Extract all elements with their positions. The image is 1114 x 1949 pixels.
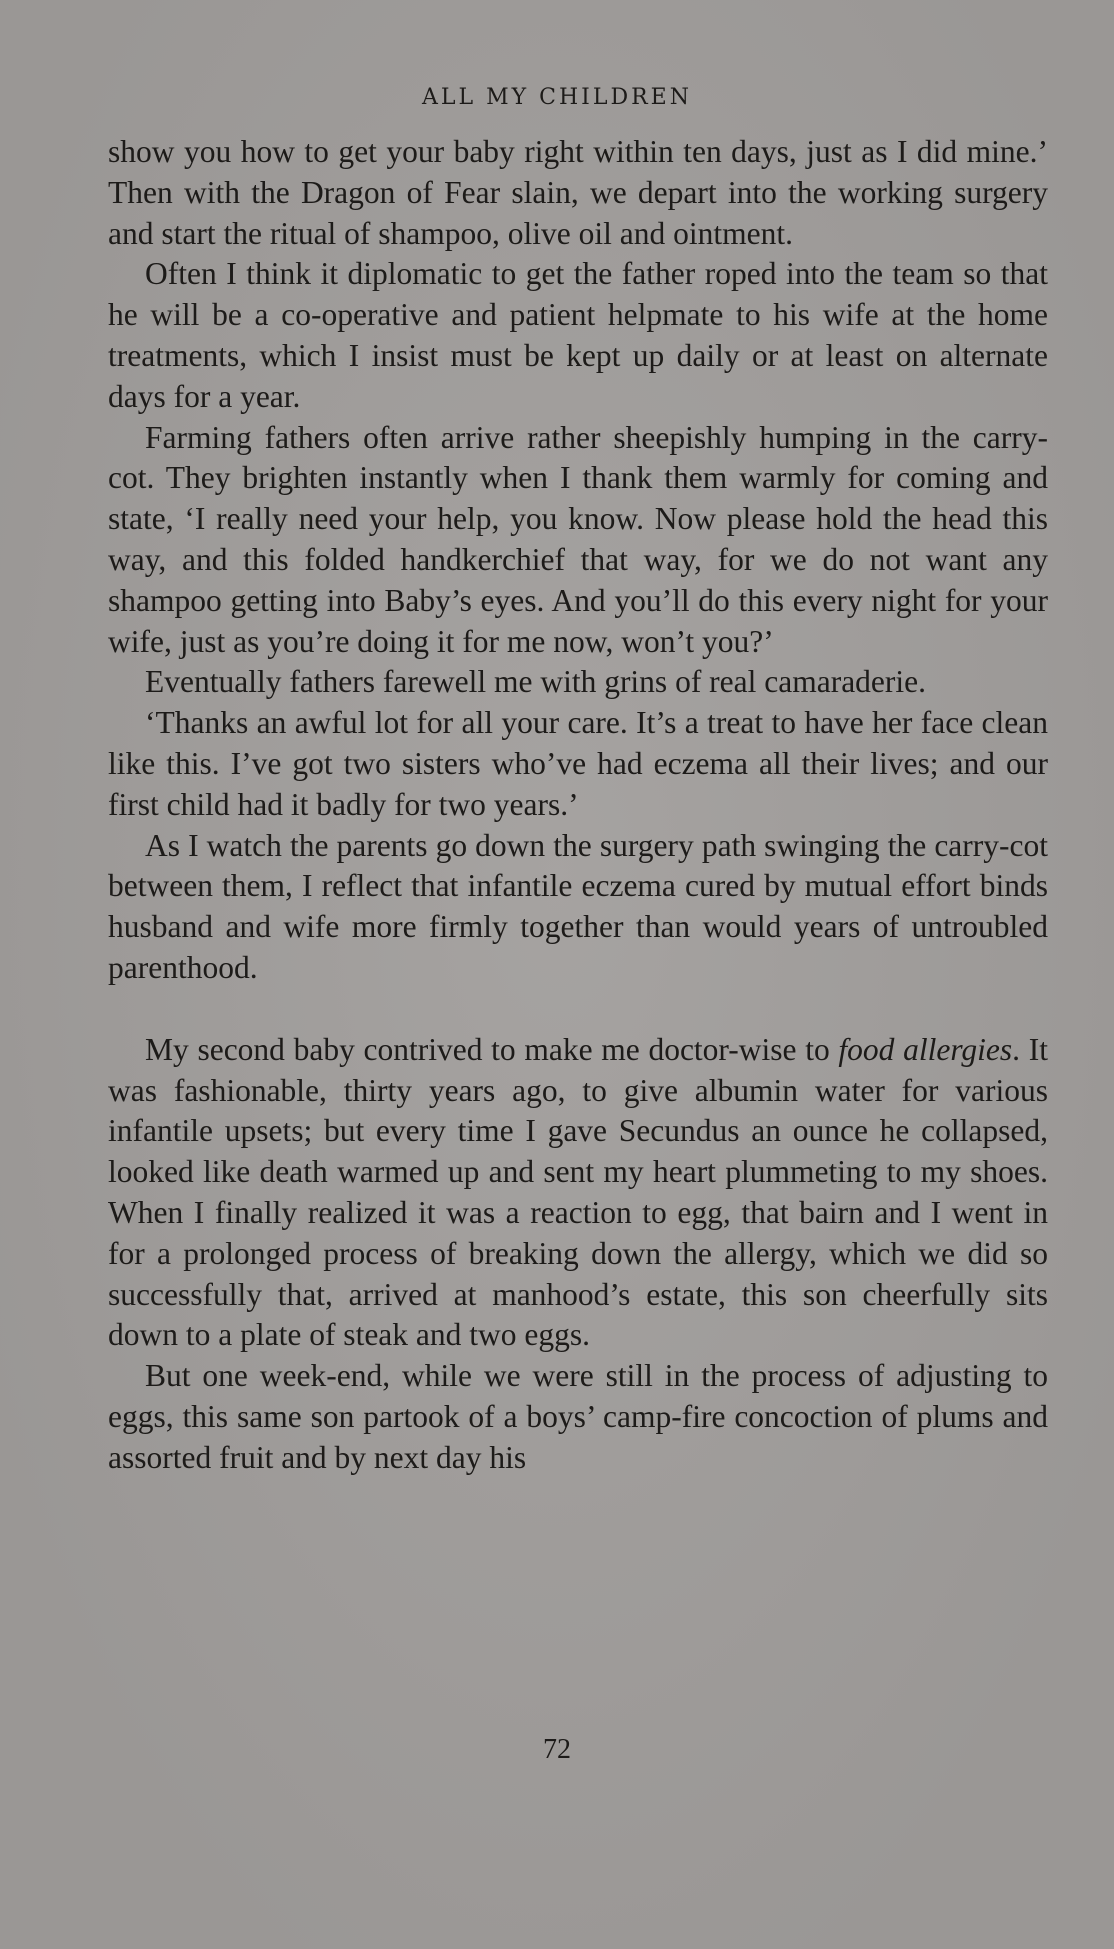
italic-phrase: food allergies <box>838 1031 1013 1067</box>
section-break <box>108 989 1048 1030</box>
paragraph: Often I think it diplomatic to get the father roped into the team so that he will be a co-operative and patient helpmate to his wife at the home treatments, which I insist must be kept up daily or at least on alternate days for a year. <box>108 256 1048 414</box>
page-number: 72 <box>543 1734 571 1765</box>
paragraph: But one week-end, while we were still in the process of adjusting to eggs, this same son partook of a boys’ camp-fire concoction of plums and assorted fruit and by next day his <box>108 1358 1048 1475</box>
running-head: ALL MY CHILDREN <box>422 85 692 110</box>
paragraph-continued: show you how to get your baby right within ten days, just as I did mine.’ Then with the Dragon of Fear slain, we depart into the working surgery and start the ritual of shampoo, olive oil and ointment. <box>108 134 1048 251</box>
paragraph: Eventually fathers farewell me with grins of real camaraderie. <box>145 664 927 700</box>
paragraph: ‘Thanks an awful lot for all your care. It’s a treat to have her face clean like this. I’ve got two sisters who’ve had eczema all their lives; and our first child had it badly for two years.’ <box>108 705 1048 822</box>
paragraph: As I watch the parents go down the surgery path swinging the carry-cot between them, I reflect that infantile eczema cured by mutual effort binds husband and wife more firmly together than would years of untroubled parenthood. <box>108 827 1048 985</box>
body-text <box>108 132 1048 1479</box>
paragraph-text: . It was fashionable, thirty years ago, to give albumin water for various infantile upsets; but every time I gave Secundus an ounce he collapsed, looked like death warmed up and sent my heart plummeting to my shoes. When I finally realized it was a reaction to egg, that bairn and I went in for a prolonged process of breaking down the allergy, which we did so successfully that, arrived at manhood’s estate, this son cheerfully sits down to a plate of steak and two eggs. <box>108 1031 1048 1353</box>
paragraph-text: My second baby contrived to make me doctor-wise to <box>145 1031 839 1067</box>
paragraph-food-allergies <box>108 1030 1048 1356</box>
paragraph: Farming fathers often arrive rather sheepishly humping in the carry-cot. They brighten instantly when I thank them warmly for coming and state, ‘I really need your help, you know. Now please hold the head this way, and this folded handkerchief that way, for we do not want any shampoo getting into Baby’s eyes. And you’ll do this every night for your wife, just as you’re doing it for me now, won’t you?’ <box>108 419 1048 659</box>
